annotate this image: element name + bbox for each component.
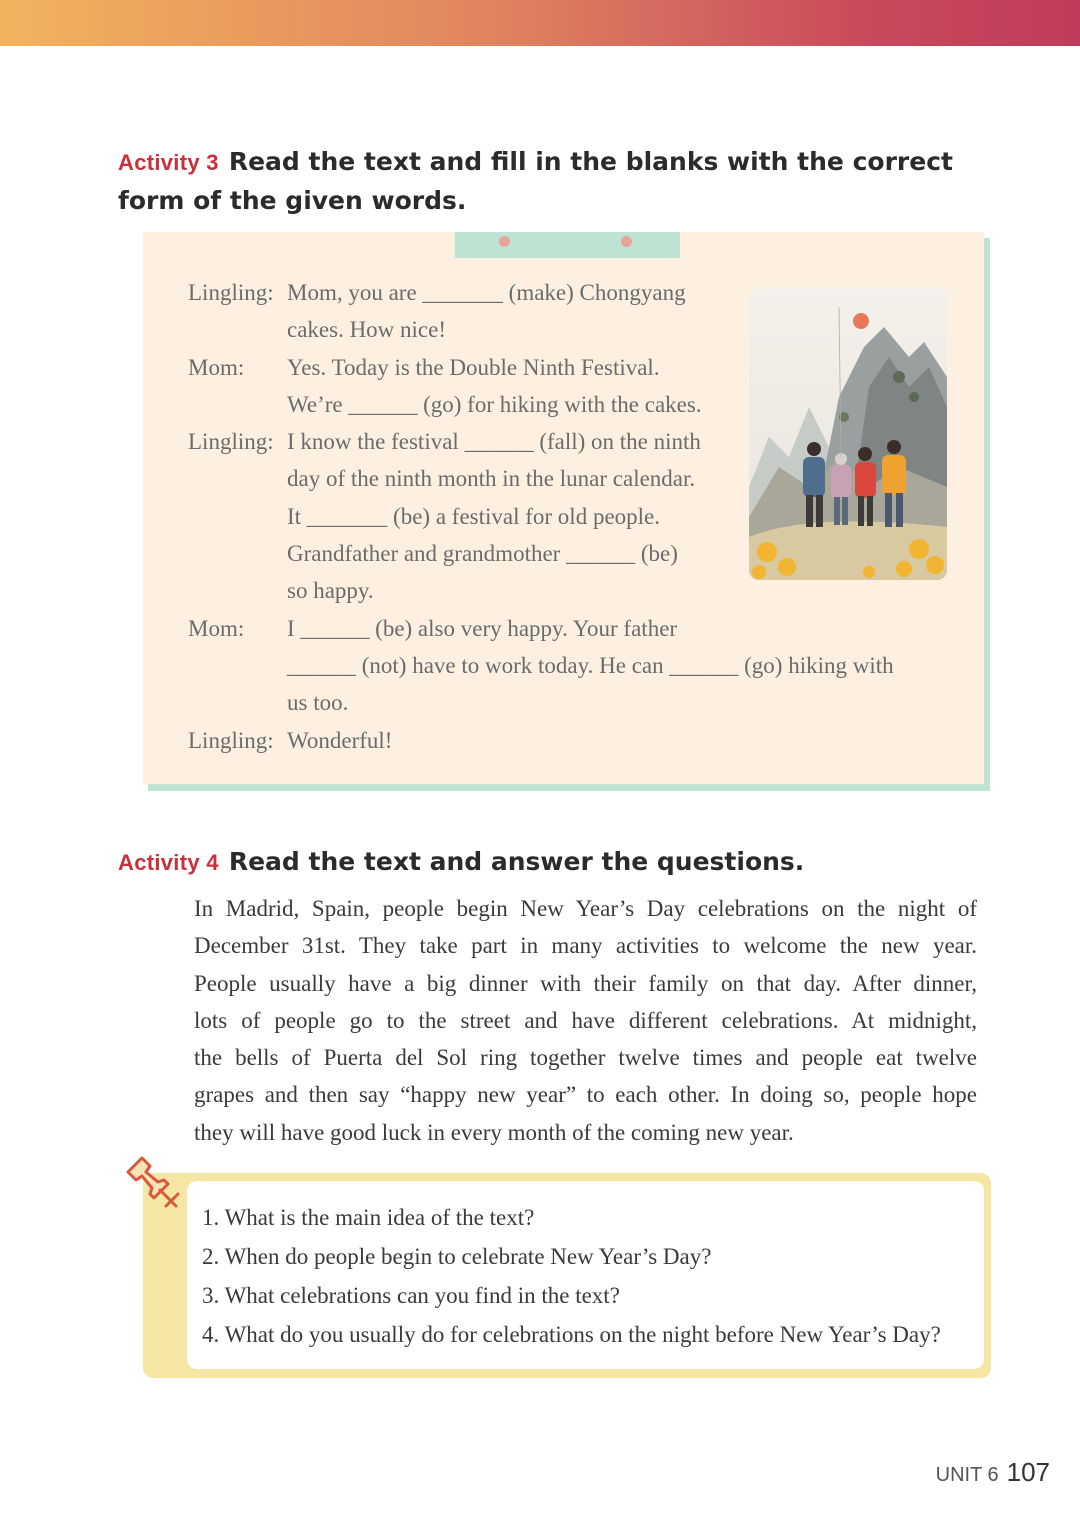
dialogue-line: [188, 610, 968, 647]
dialogue-line: [188, 684, 968, 721]
dialogue-text: I ______ (be) also very happy. Your father: [287, 615, 678, 641]
activity-4-heading: [118, 843, 1018, 882]
dialogue-box-tab: [455, 232, 680, 258]
dialogue-text: ______ (not) have to work today. He can ______ (go) hiking with: [287, 652, 894, 678]
passage-line: lots of people go to the street and have different celebrations. At midnight,: [194, 1007, 977, 1033]
top-color-bar: [0, 0, 1080, 46]
passage-line: they will have good luck in every month of the coming new year.: [194, 1119, 794, 1145]
page-number: 107: [1006, 1457, 1050, 1487]
dialogue-line: [188, 647, 968, 684]
dialogue-text: I know the festival ______ (fall) on the ninth: [287, 429, 701, 455]
dialogue-speaker: Lingling:: [188, 280, 274, 305]
passage-line: December 31st. They take part in many activities to welcome the new year.: [194, 933, 977, 959]
question-item: 1. What is the main idea of the text?: [202, 1205, 535, 1230]
passage-line: the bells of Puerta del Sol ring together twelve times and people eat twelve: [194, 1045, 977, 1071]
dialogue-speaker: Lingling:: [188, 727, 274, 753]
dialogue-line: [188, 722, 968, 759]
dialogue-text: Grandfather and grandmother ______ (be): [287, 541, 678, 567]
tab-dot-right: [621, 236, 632, 247]
dialogue-text: We’re ______ (go) for hiking with the cakes.: [287, 391, 702, 417]
dialogue-text: so happy.: [287, 578, 374, 604]
tab-dot-left: [499, 236, 510, 247]
passage-line: grapes and then say “happy new year” to each other. In doing so, people hope: [194, 1082, 977, 1108]
activity-4-label: Activity 4: [118, 850, 219, 875]
activity-3-label: Activity 3: [118, 150, 219, 175]
activity-3-instruction: Read the text and fill in the blanks with the correct form of the given words.: [118, 147, 953, 215]
question-item: 3. What celebrations can you find in the text?: [202, 1283, 620, 1308]
pushpin-icon: [120, 1150, 182, 1212]
question-item: 4. What do you usually do for celebrations on the night before New Year’s Day?: [202, 1322, 941, 1347]
dialogue-speaker: Mom:: [188, 615, 245, 641]
dialogue-text: Mom, you are _______ (make) Chongyang: [287, 280, 686, 305]
dialogue-text: day of the ninth month in the lunar calendar.: [287, 466, 696, 492]
dialogue-text: It _______ (be) a festival for old people.: [287, 503, 660, 529]
unit-label: UNIT 6: [935, 1464, 999, 1486]
dialogue-text: Wonderful!: [287, 727, 393, 753]
dialogue-text: us too.: [287, 690, 349, 716]
passage-line: In Madrid, Spain, people begin New Year’s Day celebrations on the night of: [194, 896, 977, 921]
dialogue-text: Yes. Today is the Double Ninth Festival.: [287, 354, 660, 380]
dialogue-speaker: Mom:: [188, 354, 245, 380]
activity-4-instruction: Read the text and answer the questions.: [228, 847, 805, 876]
passage-line: People usually have a big dinner with their family on that day. After dinner,: [194, 970, 977, 996]
page-footer: [936, 1452, 1050, 1492]
question-item: 2. When do people begin to celebrate New Year’s Day?: [202, 1244, 712, 1269]
dialogue-text: cakes. How nice!: [287, 317, 447, 343]
dialogue-speaker: Lingling:: [188, 429, 274, 455]
question-list: [202, 1198, 982, 1354]
activity-3-heading: [118, 143, 1018, 220]
family-hiking-mountain-illustration: [749, 287, 947, 580]
reading-passage: [194, 890, 977, 1151]
